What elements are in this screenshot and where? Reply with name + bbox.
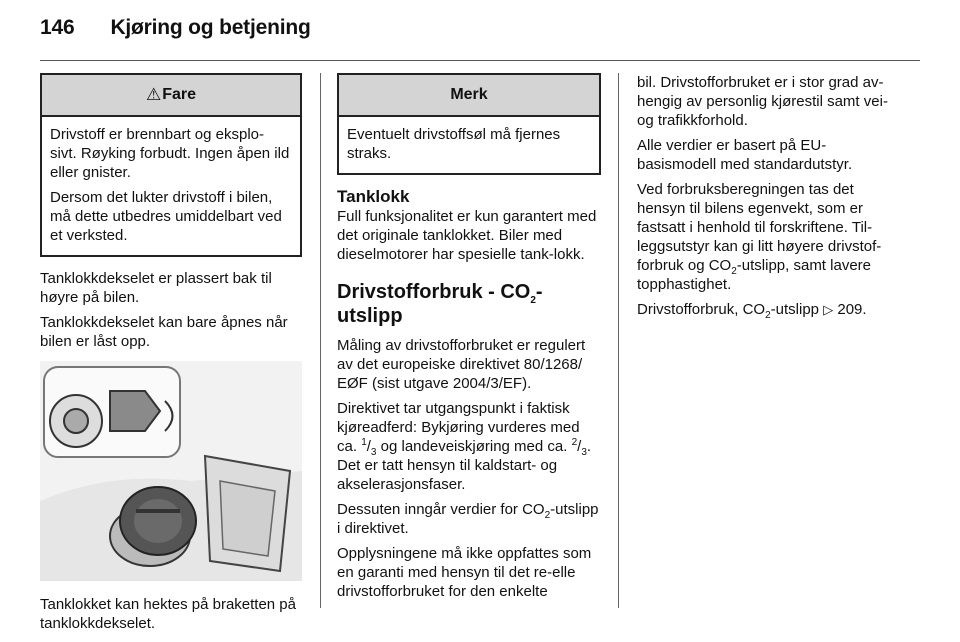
paragraph-eu-model: Alle verdier er basert på EU-basismodell med standardutstyr. [637, 137, 853, 173]
note-box [337, 73, 601, 175]
column-divider-1 [320, 73, 321, 608]
paragraph-bracket: Tanklokket kan hektes på braketten på tanklokkdekselet. [40, 596, 296, 632]
cross-reference[interactable]: Drivstofforbruk, $CO_2$-utslipp ▷ 209. [637, 301, 867, 321]
header-rule [40, 60, 920, 61]
tanklokk-text: Full funksjonalitet er kun garantert med det originale tanklokket. Biler med dieselmotorer har spesielle tank-lokk. [337, 208, 597, 263]
page-title: Kjøring og betjening [110, 16, 311, 39]
danger-box-title: Fare [162, 86, 197, 103]
fuel-cap-illustration [40, 361, 302, 581]
page-number: 146 [40, 16, 75, 39]
note-box-header: Merk [339, 75, 599, 117]
danger-box [40, 73, 302, 257]
warning-triangle-icon: ⚠ [145, 85, 162, 104]
column-3 [637, 73, 901, 325]
paragraph-guarantee: Opplysningene må ikke oppfattes som en garanti med hensyn til det re-elle drivstofforbruket for den enkelte [337, 545, 592, 600]
danger-text-2: Dersom det lukter drivstoff i bilen, må dette utbedres umiddelbart ved et verksted. [50, 189, 282, 244]
column-divider-2 [618, 73, 619, 608]
reference-page: 209. [837, 301, 867, 318]
column-2 [337, 73, 601, 607]
column-1 [40, 73, 302, 639]
paragraph-co2: Dessuten inngår verdier for $CO_2$-utslipp i direktivet. [337, 501, 599, 537]
reference-arrow-icon: ▷ [823, 302, 834, 317]
paragraph-weight: Ved forbruksberegningen tas det hensyn til bilens egenvekt, som er fastsatt i henhold til forskriftene. Til-leggsutstyr kan gi litt høyere drivstof-forbruk og $CO_2$-utslipp, samt lavere topphastighet. [637, 181, 882, 293]
paragraph-directive: Måling av drivstofforbruket er regulert av det europeiske direktivet 80/1268/ EØF (sist utgave 2004/3/EF). [337, 337, 586, 392]
fuel-filler-image [40, 361, 302, 581]
paragraph-location: Tanklokkdekselet er plassert bak til høyre på bilen. [40, 270, 272, 306]
paragraph-driving-style: bil. Drivstofforbruket er i stor grad av-hengig av personlig kjørestil samt vei- og trafikkforhold. [637, 74, 888, 129]
paragraph-unlock: Tanklokkdekselet kan bare åpnes når bilen er låst opp. [40, 314, 288, 350]
tanklokk-heading: Tanklokk [337, 187, 410, 206]
paragraph-driving: Direktivet tar utgangspunkt i faktisk kjøreadferd: Bykjøring vurderes med ca. $^1/_3$ og landeveiskjøring med ca. $^2/_3$. Det er tatt hensyn til kaldstart- og akselerasjonsfaser. [337, 400, 592, 493]
section-heading: Drivstofforbruk - $CO_2$-utslipp [337, 281, 543, 327]
danger-box-header [42, 75, 300, 117]
note-text: Eventuelt drivstoffsøl må fjernes straks. [347, 126, 561, 162]
page-header [40, 16, 311, 40]
danger-text-1: Drivstoff er brennbart og eksplo-sivt. Røyking forbudt. Ingen åpen ild eller gnister. [50, 126, 290, 181]
